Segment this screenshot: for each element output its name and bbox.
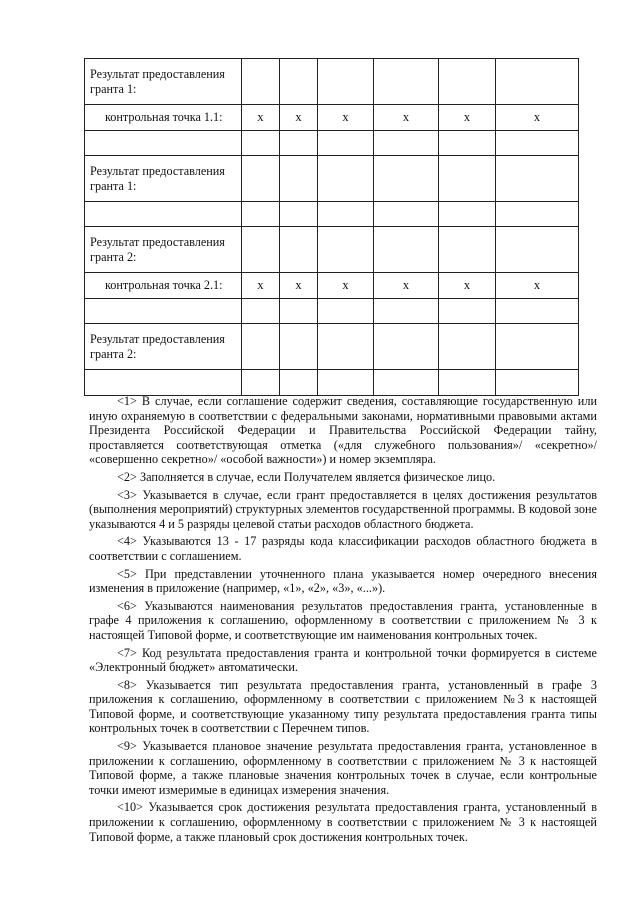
table-row: [85, 105, 579, 131]
table-cell: [496, 131, 579, 156]
x-mark-cell: x: [242, 273, 280, 299]
table-row: [85, 59, 579, 105]
footnote-3: <3> Указывается в случае, если грант предоставляется в целях достижения результатов (выполнения мероприятий) структурных элементов государственной программы. В кодовой зоне указываются 4 и 5 разряды целевой статьи расходов областного бюджета.: [89, 487, 597, 531]
footnote-1: <1> В случае, если соглашение содержит сведения, составляющие государственную или иную охраняемую в соответствии с федеральными законами, нормативными правовыми актами Президента Российской Федерации и Правительства Российской Федерации тайну, проставляется соответствующая отметка («для служебного пользования»/ «секретно»/ «совершенно секретно»/ «особой важности») и номер экземпляра.: [89, 394, 597, 467]
table-row: [85, 202, 579, 227]
table-cell: [280, 59, 318, 105]
footnote-6: <6> Указываются наименования результатов предоставления гранта, установленные в графе 4 приложения к соглашению, оформленному в соответствии с приложением № 3 к настоящей Типовой форме, и соответствующие им наименования контрольных точек.: [89, 598, 597, 642]
table-cell: [280, 299, 318, 324]
table-cell: [439, 131, 496, 156]
table-cell: [280, 227, 318, 273]
table-cell: [318, 227, 374, 273]
x-mark-cell: x: [280, 273, 318, 299]
table-row: [85, 273, 579, 299]
table-cell: [280, 370, 318, 396]
table-cell: [439, 299, 496, 324]
table-cell: [439, 59, 496, 105]
footnote-5: <5> При представлении уточненного плана указывается номер очередного внесения изменения в приложение (например, «1», «2», «3», «...»).: [89, 566, 597, 596]
table-cell: [280, 324, 318, 370]
table-row: [85, 131, 579, 156]
table-row: [85, 156, 579, 202]
table-cell: [374, 131, 439, 156]
table-cell: [318, 59, 374, 105]
table-cell: [496, 299, 579, 324]
x-mark-cell: x: [318, 273, 374, 299]
result-label: Результат предоставления гранта 1:: [85, 156, 242, 202]
result-label: Результат предоставления гранта 2:: [85, 227, 242, 273]
x-mark-cell: x: [496, 273, 579, 299]
x-mark-cell: x: [439, 105, 496, 131]
table-cell: [280, 202, 318, 227]
table-cell: [496, 370, 579, 396]
table-cell: [374, 227, 439, 273]
empty-cell: [85, 299, 242, 324]
table-cell: [439, 202, 496, 227]
checkpoint-label: контрольная точка 1.1:: [85, 105, 242, 131]
table-cell: [242, 156, 280, 202]
table-cell: [242, 202, 280, 227]
results-table-body: [85, 59, 579, 396]
table-cell: [374, 156, 439, 202]
footnote-2: <2> Заполняется в случае, если Получателем является физическое лицо.: [117, 469, 496, 484]
footnote-8: <8> Указывается тип результата предоставления гранта, установленный в графе 3 приложения к соглашению, оформленному в соответствии с приложением №3 к настоящей Типовой форме, и соответствующие указанному типу результата предоставления гранта типы контрольных точек в соответствии с Перечнем типов.: [89, 677, 597, 736]
table-cell: [374, 324, 439, 370]
results-table: [84, 58, 579, 396]
table-row: [85, 370, 579, 396]
empty-cell: [85, 131, 242, 156]
table-cell: [318, 370, 374, 396]
result-label: Результат предоставления гранта 1:: [85, 59, 242, 105]
table-cell: [242, 324, 280, 370]
table-cell: [374, 299, 439, 324]
table-cell: [242, 370, 280, 396]
table-cell: [318, 202, 374, 227]
table-cell: [242, 131, 280, 156]
x-mark-cell: x: [374, 105, 439, 131]
table-cell: [374, 59, 439, 105]
footnotes: [89, 394, 597, 847]
footnote-9: <9> Указывается плановое значение результата предоставления гранта, установленное в приложении к соглашению, оформленному в соответствии с приложением № 3 к настоящей Типовой форме, а также плановые значения контрольных точек в случае, если контрольные точки имеют измеримые в единицах измерения значения.: [89, 739, 597, 797]
table-cell: [318, 299, 374, 324]
empty-cell: [85, 202, 242, 227]
table-cell: [318, 324, 374, 370]
table-cell: [318, 156, 374, 202]
footnote-10: <10> Указывается срок достижения результата предоставления гранта, установленный в приложении к соглашению, оформленному в соответствии с приложением № 3 к настоящей Типовой форме, а также плановый срок достижения контрольных точек.: [89, 800, 597, 844]
table-cell: [374, 370, 439, 396]
table-row: [85, 299, 579, 324]
x-mark-cell: x: [496, 105, 579, 131]
table-cell: [439, 156, 496, 202]
table-cell: [280, 131, 318, 156]
footnote-4: <4> Указываются 13 - 17 разряды кода классификации расходов областного бюджета в соответствии с соглашением.: [89, 534, 597, 563]
table-row: [85, 227, 579, 273]
table-cell: [439, 370, 496, 396]
x-mark-cell: x: [318, 105, 374, 131]
x-mark-cell: x: [374, 273, 439, 299]
footnote-7: <7> Код результата предоставления гранта и контрольной точки формируется в системе «Электронный бюджет» автоматически.: [89, 645, 597, 675]
table-cell: [242, 227, 280, 273]
table-row: [85, 324, 579, 370]
table-cell: [496, 156, 579, 202]
empty-cell: [85, 370, 242, 396]
table-cell: [318, 131, 374, 156]
table-cell: [496, 227, 579, 273]
x-mark-cell: x: [280, 105, 318, 131]
table-cell: [374, 202, 439, 227]
x-mark-cell: x: [439, 273, 496, 299]
table-cell: [280, 156, 318, 202]
table-cell: [496, 59, 579, 105]
table-cell: [439, 324, 496, 370]
table-cell: [242, 299, 280, 324]
checkpoint-label: контрольная точка 2.1:: [85, 273, 242, 299]
x-mark-cell: x: [242, 105, 280, 131]
table-cell: [439, 227, 496, 273]
table-cell: [242, 59, 280, 105]
table-cell: [496, 202, 579, 227]
table-cell: [496, 324, 579, 370]
result-label: Результат предоставления гранта 2:: [85, 324, 242, 370]
